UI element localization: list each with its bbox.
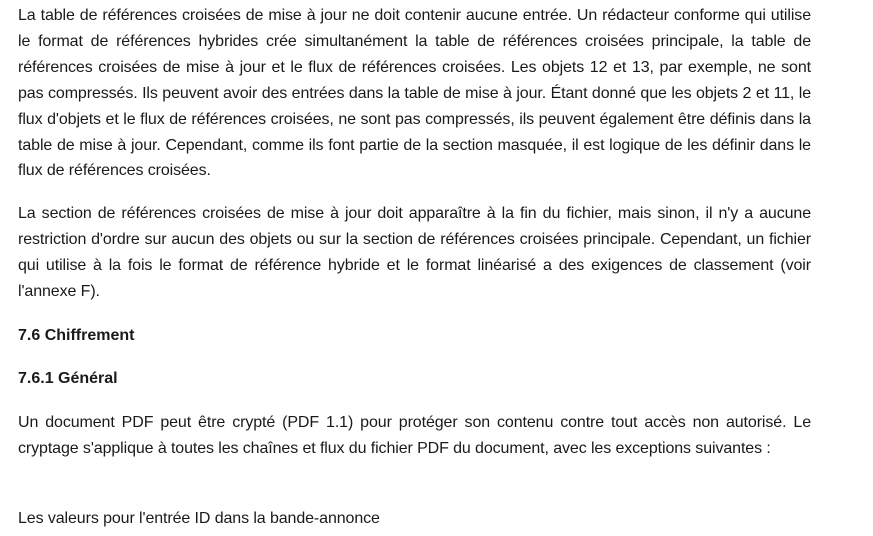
subsection-heading-general: 7.6.1 Général — [18, 370, 118, 387]
section-heading-encryption: 7.6 Chiffrement — [18, 327, 135, 344]
paragraph-update-xref-table: La table de références croisées de mise à jour ne doit contenir aucune entrée. Un rédacteur conforme qui utilise le format de références hybrides crée simultanément la table de références croisées principale, la table de références croisées de mise à jour et le flux de références croisées. Les objets 12 et 13, par exemple, ne sont pas compressés. Ils peuvent avoir des entrées dans la table de mise à jour. Étant donné que les objets 2 et 11, le flux d'objets et le flux de références croisées, ne sont pas compressés, ils peuvent également être définis dans la table de mise à jour. Cependant, comme ils font partie de la section masquée, il est logique de les définir dans le flux de références croisées. — [18, 7, 811, 180]
paragraph-id-entry: Les valeurs pour l'entrée ID dans la bande-annonce — [18, 510, 380, 527]
paragraph-encryption-intro: Un document PDF peut être crypté (PDF 1.1) pour protéger son contenu contre tout accès non autorisé. Le cryptage s'applique à toutes les chaînes et flux du fichier PDF du document, avec les exceptions suivantes : — [18, 414, 811, 457]
paragraph-update-xref-section: La section de références croisées de mise à jour doit apparaître à la fin du fichier, mais sinon, il n'y a aucune restriction d'ordre sur aucun des objets ou sur la section de références croisées principale. Cependant, un fichier qui utilise à la fois le format de référence hybride et le format linéarisé a des exigences de classement (voir l'annexe F). — [18, 205, 811, 300]
